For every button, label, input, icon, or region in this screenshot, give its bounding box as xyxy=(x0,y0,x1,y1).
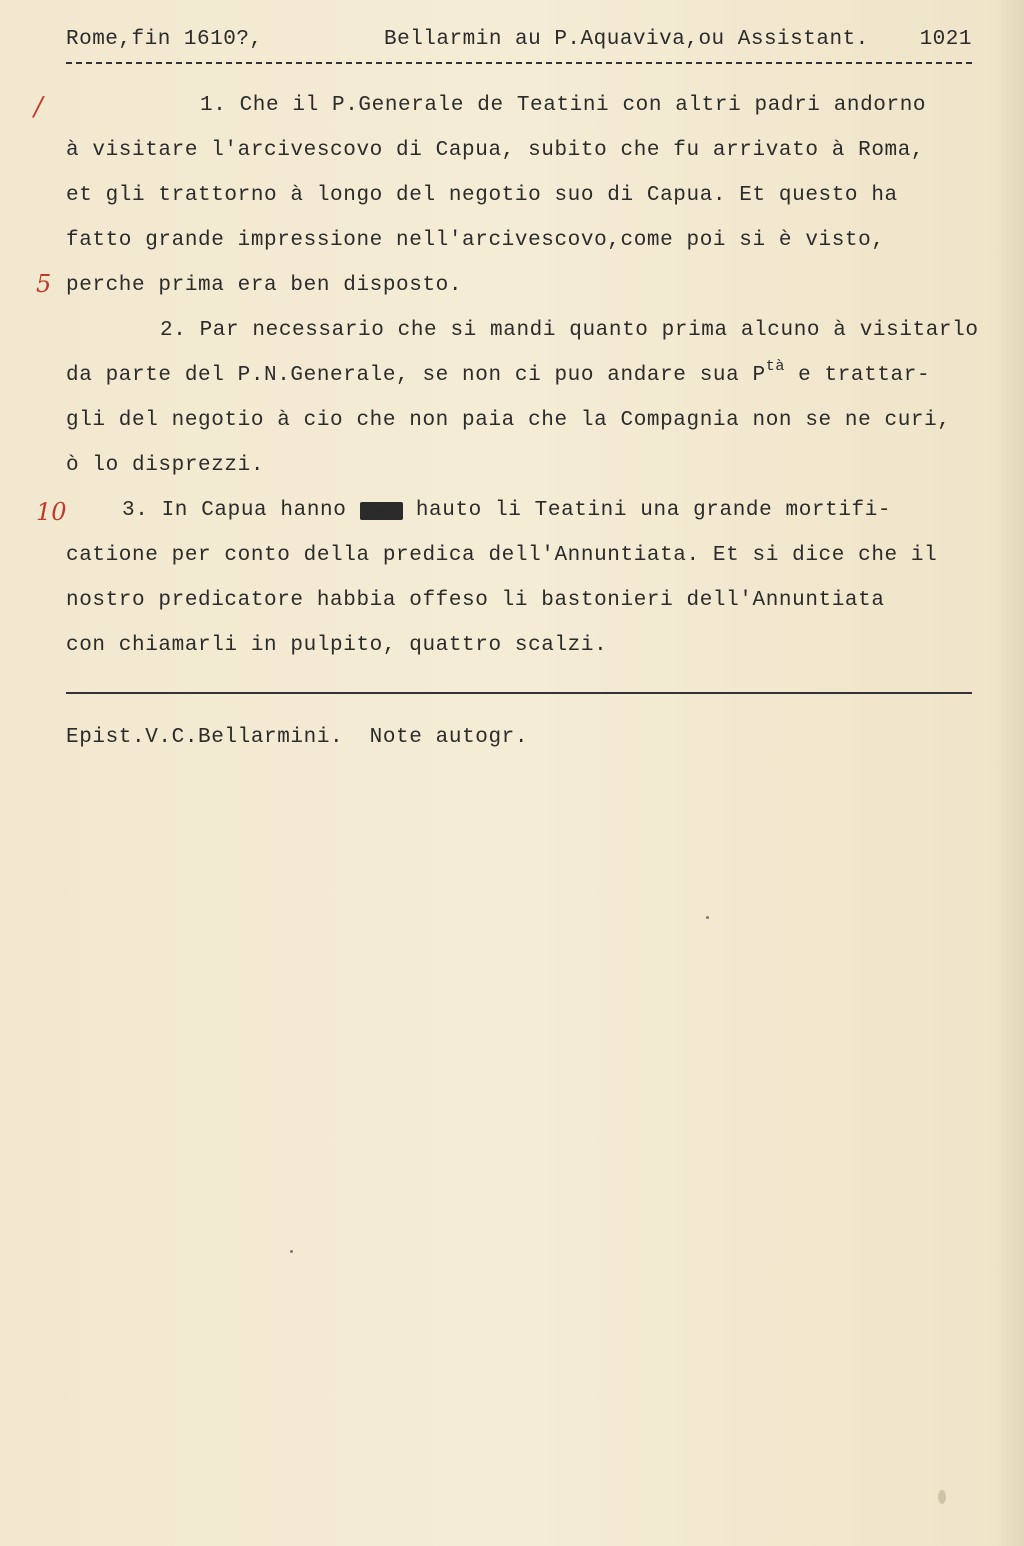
struck-out-word: tanto xyxy=(359,502,403,520)
text-line: fatto grande impressione nell'arcivescovo,come poi si è visto, xyxy=(66,229,885,252)
text-line: gli del negotio à cio che non paia che la Compagnia non se ne curi, xyxy=(66,409,951,432)
margin-mark-line-1: / xyxy=(34,92,43,122)
text-line: 2. Par necessario che si mandi quanto prima alcuno à visitarlo xyxy=(160,319,979,342)
document-header xyxy=(66,28,972,143)
header-dashed-rule xyxy=(66,62,972,64)
superscript: tà xyxy=(765,358,785,375)
paper-speck xyxy=(290,1250,293,1253)
separator-rule xyxy=(66,692,972,694)
source-note xyxy=(66,726,528,749)
text-line: et gli trattorno à longo del negotio suo di Capua. Et questo ha xyxy=(66,184,898,207)
text-line: à visitare l'arcivescovo di Capua, subito che fu arrivato à Roma, xyxy=(66,139,925,162)
text-line: con chiamarli in pulpito, quattro scalzi. xyxy=(66,634,608,657)
text-line: perche prima era ben disposto. xyxy=(66,274,463,297)
text-line: 1. Che il P.Generale de Teatini con altri padri andorno xyxy=(200,94,927,117)
text-line: nostro predicatore habbia offeso li bastonieri dell'Annuntiata xyxy=(66,589,885,612)
text-segment: e trattar- xyxy=(784,364,931,387)
text-line xyxy=(66,358,931,389)
text-segment: da parte del P.N.Generale, se non ci puo andare sua P xyxy=(66,364,766,387)
header-place-date: Rome,fin 1610?, xyxy=(66,28,263,51)
header-number: 1021 xyxy=(919,28,972,51)
paper-blemish xyxy=(938,1490,946,1504)
source-citation: Epist.V.C.Bellarmini. xyxy=(66,726,344,749)
margin-mark-line-5: 5 xyxy=(36,270,52,298)
header-title: Bellarmin au P.Aquaviva,ou Assistant. xyxy=(384,28,869,51)
text-segment: 3. In Capua hanno xyxy=(122,499,360,522)
paper-speck xyxy=(706,916,709,919)
page-edge-shadow xyxy=(994,0,1024,1546)
text-segment: hauto li Teatini una grande mortifi- xyxy=(402,499,892,522)
text-line xyxy=(122,499,891,523)
autograph-note: Note autogr. xyxy=(369,726,529,749)
text-line: catione per conto della predica dell'Annuntiata. Et si dice che il xyxy=(66,544,938,567)
text-line: ò lo disprezzi. xyxy=(66,454,265,477)
margin-mark-line-10: 10 xyxy=(36,498,67,526)
